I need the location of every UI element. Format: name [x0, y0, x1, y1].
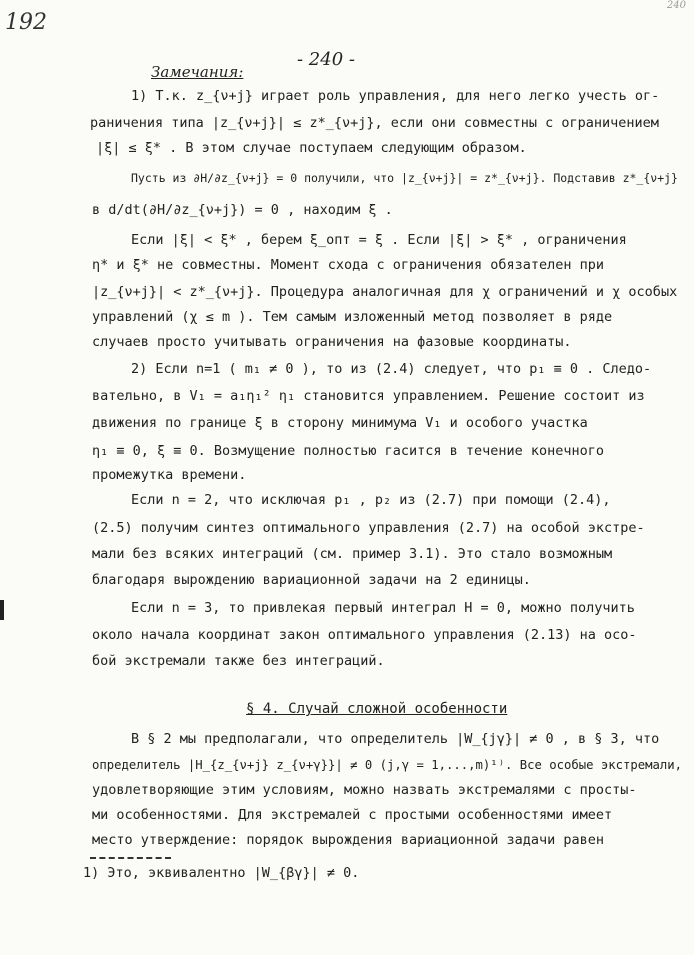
text-line: благодаря вырождению вариационной задачи на 2 единицы.	[92, 572, 531, 588]
text-line: (2.5) получим синтез оптимального управления (2.7) на особой экстре-	[92, 520, 645, 536]
margin-mark	[0, 600, 4, 620]
text-line: Если n = 2, что исключая p₁ , p₂ из (2.7) при помощи (2.4),	[131, 492, 611, 508]
text-line: удовлетворяющие этим условиям, можно назвать экстремалями с просты-	[92, 782, 637, 798]
text-line: промежутка времени.	[92, 467, 247, 483]
text-line: 1) Т.к. z_{ν+j} играет роль управления, для него легко учесть ог-	[131, 88, 660, 104]
text-line: место утверждение: порядок вырождения вариационной задачи равен	[92, 832, 605, 848]
text-line: В § 2 мы предполагали, что определитель |W_{jγ}| ≠ 0 , в § 3, что	[131, 731, 660, 747]
text-line: бой экстремали также без интеграций.	[92, 653, 385, 669]
text-line: |ξ| ≤ ξ* . В этом случае поступаем следующим образом.	[96, 140, 527, 156]
text-line: около начала координат закон оптимального управления (2.13) на осо-	[92, 627, 637, 643]
text-line: η₁ ≡ 0, ξ ≡ 0. Возмущение полностью гасится в течение конечного	[92, 443, 605, 459]
text-line: раничения типа |z_{ν+j}| ≤ z*_{ν+j}, если они совместны с ограничением	[90, 115, 659, 131]
text-line: определитель |H_{z_{ν+j} z_{ν+γ}}| ≠ 0 (j,γ = 1,...,m)¹⁾. Все особые экстремали,	[92, 758, 683, 772]
text-line: ми особенностями. Для экстремалей с простыми особенностями имеет	[92, 807, 613, 823]
text-line: движения по границе ξ в сторону минимума V₁ и особого участка	[92, 415, 588, 431]
section-heading: § 4. Случай сложной особенности	[246, 701, 508, 717]
text-line: Пусть из ∂H/∂z_{ν+j} = 0 получили, что |z_{ν+j}| = z*_{ν+j}. Подставив z*_{ν+j}	[131, 171, 678, 185]
archive-number: 192	[5, 10, 47, 35]
text-line: случаев просто учитывать ограничения на фазовые координаты.	[92, 334, 572, 350]
remarks-title: Замечания:	[151, 63, 244, 81]
text-line: η* и ξ* не совместны. Момент схода с ограничения обязателен при	[92, 257, 605, 273]
text-line: Если n = 3, то привлекая первый интеграл H = 0, можно получить	[131, 600, 635, 616]
text-line: вательно, в V₁ = a₁η₁² η₁ становится управлением. Решение состоит из	[92, 388, 645, 404]
text-line: управлений (χ ≤ m ). Тем самым изложенный метод позволяет в ряде	[92, 309, 613, 325]
text-line: в d/dt(∂H/∂z_{ν+j}) = 0 , находим ξ .	[92, 202, 393, 218]
text-line: 2) Если n=1 ( m₁ ≠ 0 ), то из (2.4) следует, что p₁ ≡ 0 . Следо-	[131, 361, 652, 377]
footnote-rule	[90, 857, 171, 859]
text-line: мали без всяких интеграций (см. пример 3.1). Это стало возможным	[92, 546, 613, 562]
text-line: Если |ξ| < ξ* , берем ξ_опт = ξ . Если |ξ| > ξ* , ограничения	[131, 232, 627, 248]
corner-stamp: 240	[666, 0, 686, 11]
text-line: |z_{ν+j}| < z*_{ν+j}. Процедура аналогичная для χ ограничений и χ особых	[92, 284, 678, 300]
page-number: - 240 -	[297, 49, 355, 70]
footnote: 1) Это, эквивалентно |W_{βγ}| ≠ 0.	[83, 865, 360, 881]
